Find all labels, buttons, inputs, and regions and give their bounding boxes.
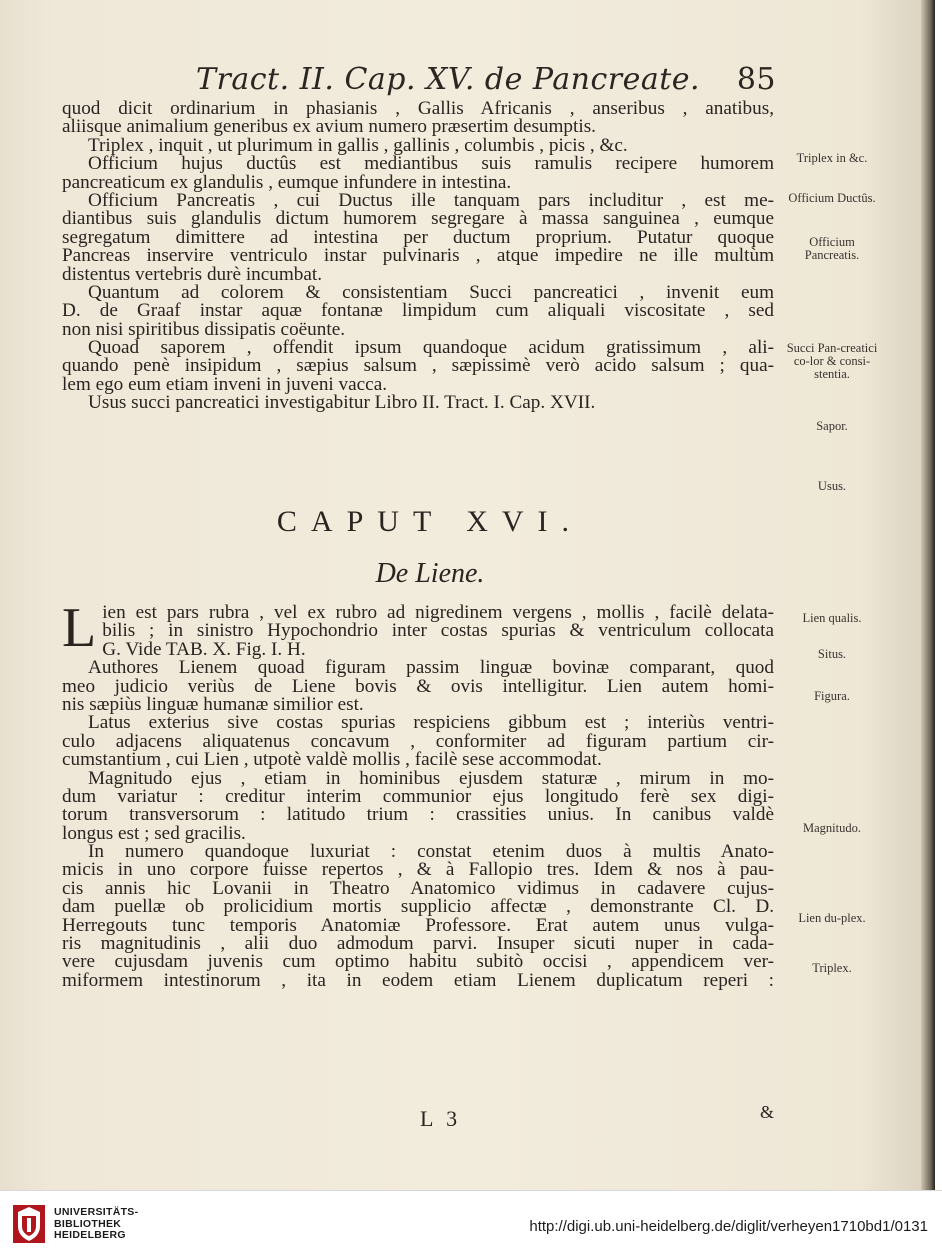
running-head-title: Tract. II. Cap. XV. de Pancreate.	[196, 62, 701, 97]
text-line: ien est pars rubra , vel ex rubro ad nigredinem vergens , mollis , facilè delata-	[102, 604, 774, 623]
text-line: Quantum ad colorem & consistentiam Succi pancreatici , invenit eum	[88, 283, 774, 303]
margin-note: Figura.	[814, 689, 850, 703]
text-line: Officium Pancreatis , cui Ductus ille tanquam pars includitur , est me-	[88, 191, 774, 211]
margin-note: Triplex.	[812, 961, 852, 975]
text-line: nis sæpiùs linguæ humanæ similior est.	[62, 695, 364, 715]
text-line: longus est ; sed gracilis.	[62, 824, 246, 844]
text-line: lem ego eum etiam inveni in juveni vacca.	[62, 375, 388, 395]
text-line: Quoad saporem , offendit ipsum quandoque acidum gratissimum , ali-	[88, 339, 774, 358]
text-line: G. Vide TAB. X. Fig. I. H.	[102, 640, 306, 660]
page-number: 85	[736, 62, 776, 97]
library-name-line: HEIDELBERG	[54, 1229, 126, 1241]
text-line: miformem intestinorum , ita in eodem etiam Lienem duplicatum reperi :	[62, 971, 774, 991]
text-line: Pancreas inservire ventriculo instar pulvinaris , atque impedire ne ille multùm	[62, 247, 774, 266]
text-line: Officium hujus ductûs est mediantibus suis ramulis recipere humorem	[88, 155, 774, 174]
library-name-line: BIBLIOTHEK	[54, 1217, 122, 1230]
margin-note: Officium Pancreatis.	[804, 235, 860, 262]
running-head	[196, 62, 776, 102]
margin-note: Officium Ductûs.	[788, 191, 876, 205]
text-line: culo adjacens aliquatenus concavum , conformiter ad figuram partium cir-	[62, 732, 774, 752]
margin-note: Triplex in &c.	[796, 151, 868, 165]
text-line: Latus exterius sive costas spurias respiciens gibbum est ; interiùs ventri-	[88, 714, 774, 733]
text-line: Triplex , inquit , ut plurimum in gallis , gallinis , columbis , picis , &c.	[88, 136, 628, 156]
margin-note: Succi Pan-creatici co-lor & consi-stentia.	[786, 341, 878, 381]
margin-note: Situs.	[817, 647, 847, 661]
margin-note: Sapor.	[816, 419, 848, 433]
text-line: Usus succi pancreatici investigabitur Libro II. Tract. I. Cap. XVII.	[88, 394, 596, 413]
text-line: quando penè insipidum , sæpius salsum , sæpissimè verò acido salsum ; qua-	[62, 357, 774, 376]
drop-cap: L	[62, 597, 97, 659]
text-line: segregatum dimittere ad intestina per ductum proprium. Putatur quoque	[62, 228, 774, 248]
catchword: &	[760, 1102, 775, 1122]
text-line: diantibus suis glandulis dictum humorem segregare à massa sanguinea , eumque	[62, 210, 774, 229]
text-line: distentus vertebris durè incumbat.	[62, 265, 323, 284]
library-name	[54, 1207, 138, 1242]
margin-note: Magnitudo.	[803, 821, 861, 835]
margin-notes	[786, 0, 882, 1190]
text-line: meo judicio veriùs de Liene bovis & ovis intelligitur. Lien autem homi-	[62, 677, 774, 696]
margin-note: Lien du-plex.	[798, 911, 866, 925]
text-line: cis annis hic Lovanii in Theatro Anatomico vidimus in cadavere cujus-	[62, 879, 774, 899]
text-line: micis in uno corpore fuisse repertos , & à Fallopio tres. Idem & nos à pau-	[62, 861, 774, 880]
pancreas-text-block	[62, 100, 774, 413]
text-line: ris magnitudinis , alii duo admodum parvi. Insuper sicuti nuper in cada-	[62, 935, 774, 954]
margin-note: Usus.	[817, 479, 847, 493]
text-line: bilis ; in sinistro Hypochondrio inter costas spurias & ventriculum collocata	[102, 622, 774, 641]
spleen-text-block	[62, 597, 774, 991]
text-line: Magnitudo ejus , etiam in hominibus ejusdem staturæ , mirum in mo-	[88, 769, 774, 788]
text-line: torum transversorum : latitudo trium : crassities unius. In canibus valdè	[62, 806, 774, 825]
text-line: Authores Lienem quoad figuram passim linguæ bovinæ comparant, quod	[88, 659, 774, 678]
university-seal-icon	[12, 1204, 46, 1244]
chapter-subtitle: De Liene.	[375, 558, 485, 589]
text-line: D. de Graaf instar aquæ fontanæ limpidum cum aliquali viscositate , sed	[62, 302, 774, 321]
text-line: dam puellæ ob prolicidium mortis supplicio affectæ , demonstrante Cl. D.	[62, 898, 774, 917]
text-line: vere cujusdam juvenis cum optimo habitu subitò occisi , appendicem ver-	[62, 953, 774, 972]
chapter-title: CAPUT XVI.	[276, 505, 584, 538]
book-spine-shadow	[921, 0, 935, 1190]
text-line: pancreaticum ex glandulis , eumque infundere in intestina.	[62, 173, 512, 192]
library-name-line: UNIVERSITÄTS-	[54, 1206, 139, 1218]
signature-mark: L 3	[420, 1106, 462, 1131]
text-line: cumstantium , cui Lien , utpotè valdè mollis , facilè sese accommodat.	[62, 751, 602, 770]
permalink-url[interactable]: http://digi.ub.uni-heidelberg.de/diglit/verheyen1710bd1/0131	[529, 1218, 928, 1235]
margin-note: Lien qualis.	[802, 611, 862, 625]
text-line: aliisque animalium generibus ex avium numero præsertim desumptis.	[62, 118, 596, 137]
text-line: Herregouts tunc temporis Anatomiæ Professore. Erat autem unus vulga-	[62, 916, 774, 936]
text-line: dum variatur : creditur interim communior ejus longitudo ferè sex digi-	[62, 787, 774, 807]
text-line: In numero quandoque luxuriat : constat etenim duos à multis Anato-	[88, 843, 774, 862]
text-line: quod dicit ordinarium in phasianis , Gallis Africanis , anseribus , anatibus,	[62, 100, 774, 119]
text-line: non nisi spiritibus dissipatis coëunte.	[62, 320, 346, 340]
